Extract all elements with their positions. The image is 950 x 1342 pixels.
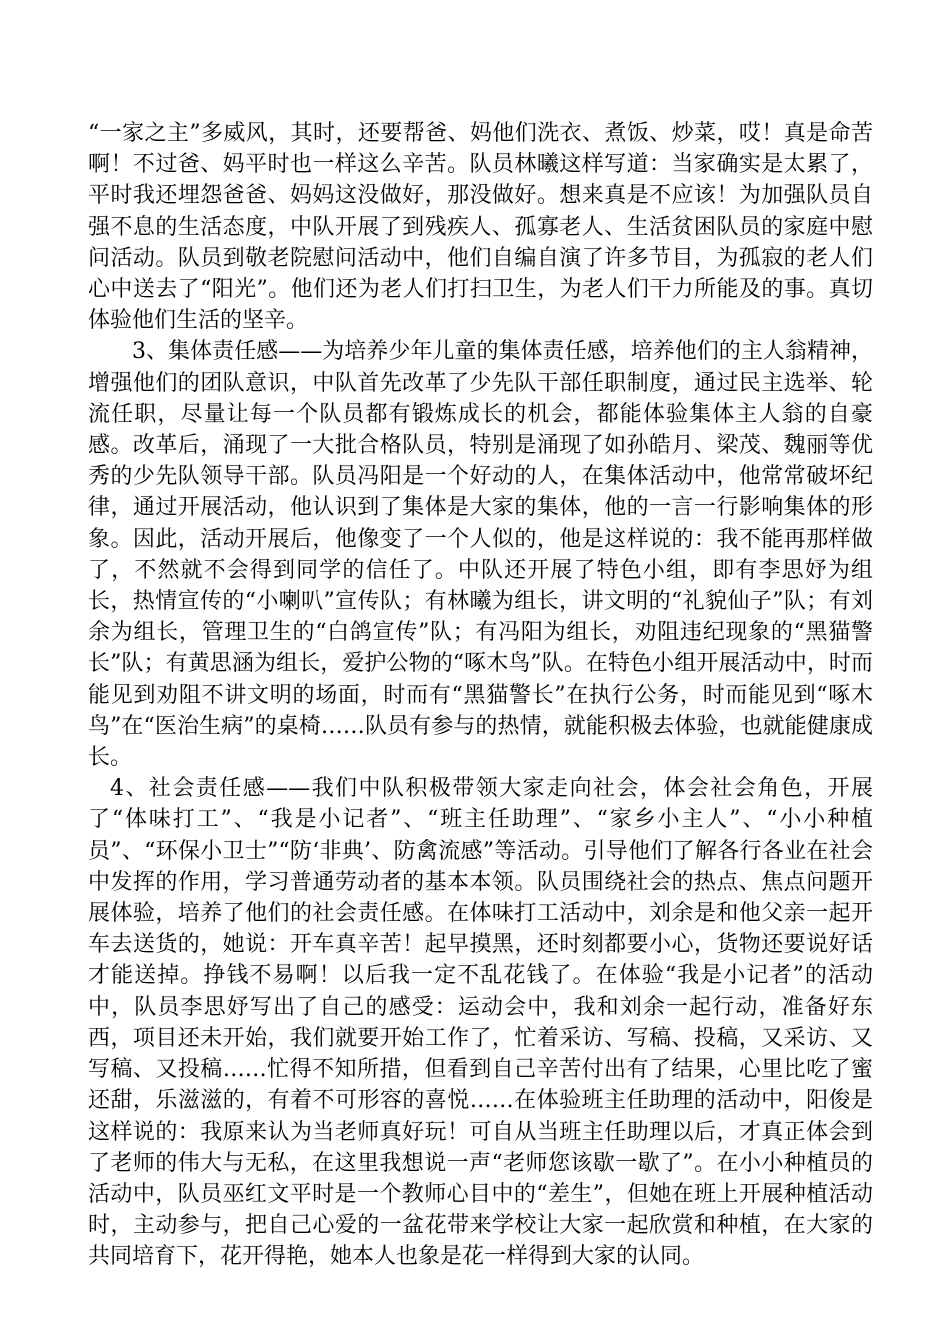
paragraph-continuation: “一家之主”多威风，其时，还要帮爸、妈他们洗衣、煮饭、炒菜，哎！真是命苦啊！不过爸、妈平时也一样这么辛苦。队员林曦这样写道：当家确实是太累了，平时我还埋怨爸爸、妈妈这没做好，那没做好。想来真是不应该！为加强队员自强不息的生活态度，中队开展了到残疾人、孤寡老人、生活贫困队员的家庭中慰问活动。队员到敬老院慰问活动中，他们自编自演了许多节目，为孤寂的老人们心中送去了“阳光”。他们还为老人们打扫卫生，为老人们干力所能及的事。真切体验他们生活的坚辛。 (88, 121, 873, 334)
paragraph-social-responsibility: 4、社会责任感——我们中队积极带领大家走向社会，体会社会角色，开展了“体味打工”、“我是小记者”、“班主任助理”、“家乡小主人”、“小小种植员”、“环保小卫士”“防‘非典’、防禽流感”等活动。引导他们了解各行各业在社会中发挥的作用，学习普通劳动者的基本本领。队员围绕社会的热点、焦点问题开展体验，培养了他们的社会责任感。在体味打工活动中，刘余是和他父亲一起开车去送货的，她说：开车真辛苦！起早摸黑，还时刻都要小心，货物还要说好话才能送掉。挣钱不易啊！以后我一定不乱花钱了。在体验“我是小记者”的活动中，队员李思妤写出了自己的感受：运动会中，我和刘余一起行动，准备好东西，项目还未开始，我们就要开始工作了，忙着采访、写稿、投稿，又采访、又写稿、又投稿……忙得不知所措，但看到自己辛苦付出有了结果，心里比吃了蜜还甜，乐滋滋的，有着不可形容的喜悦……在体验班主任助理的活动中，阳俊是这样说的：我原来认为当老师真好玩！可自从当班主任助理以后，才真正体会到了老师的伟大与无私，在这里我想说一声“老师您该歇一歇了”。在小小种植员的活动中，队员巫红文平时是一个教师心目中的“差生”，但她在班上开展种植活动时，主动参与，把自己心爱的一盆花带来学校让大家一起欣赏和种植，在大家的共同培育下，花开得艳，她本人也象是花一样得到大家的认同。 (88, 776, 873, 1270)
document-page (88, 118, 873, 1273)
paragraph-collective-responsibility: 3、集体责任感——为培养少年儿童的集体责任感，培养他们的主人翁精神，增强他们的团队意识，中队首先改革了少先队干部任职制度，通过民主选举、轮流任职，尽量让每一个队员都有锻炼成长的机会，都能体验集体主人翁的自豪感。改革后，涌现了一大批合格队员，特别是涌现了如孙皓月、梁茂、魏丽等优秀的少先队领导干部。队员冯阳是一个好动的人，在集体活动中，他常常破坏纪律，通过开展活动，他认识到了集体是大家的集体，他的一言一行影响集体的形象。因此，活动开展后，他像变了一个人似的，他是这样说的：我不能再那样做了，不然就不会得到同学的信任了。中队还开展了特色小组，即有李思妤为组长，热情宣传的“小喇叭”宣传队；有林曦为组长，讲文明的“礼貌仙子”队；有刘余为组长，管理卫生的“白鸽宣传”队；有冯阳为组长，劝阻违纪现象的“黑猫警长”队；有黄思涵为组长，爱护公物的“啄木鸟”队。在特色小组开展活动中，时而能见到劝阻不讲文明的场面，时而有“黑猫警长”在执行公务，时而能见到“啄木鸟”在“医治生病”的桌椅……队员有参与的热情，就能积极去体验，也就能健康成长。 (88, 339, 873, 771)
